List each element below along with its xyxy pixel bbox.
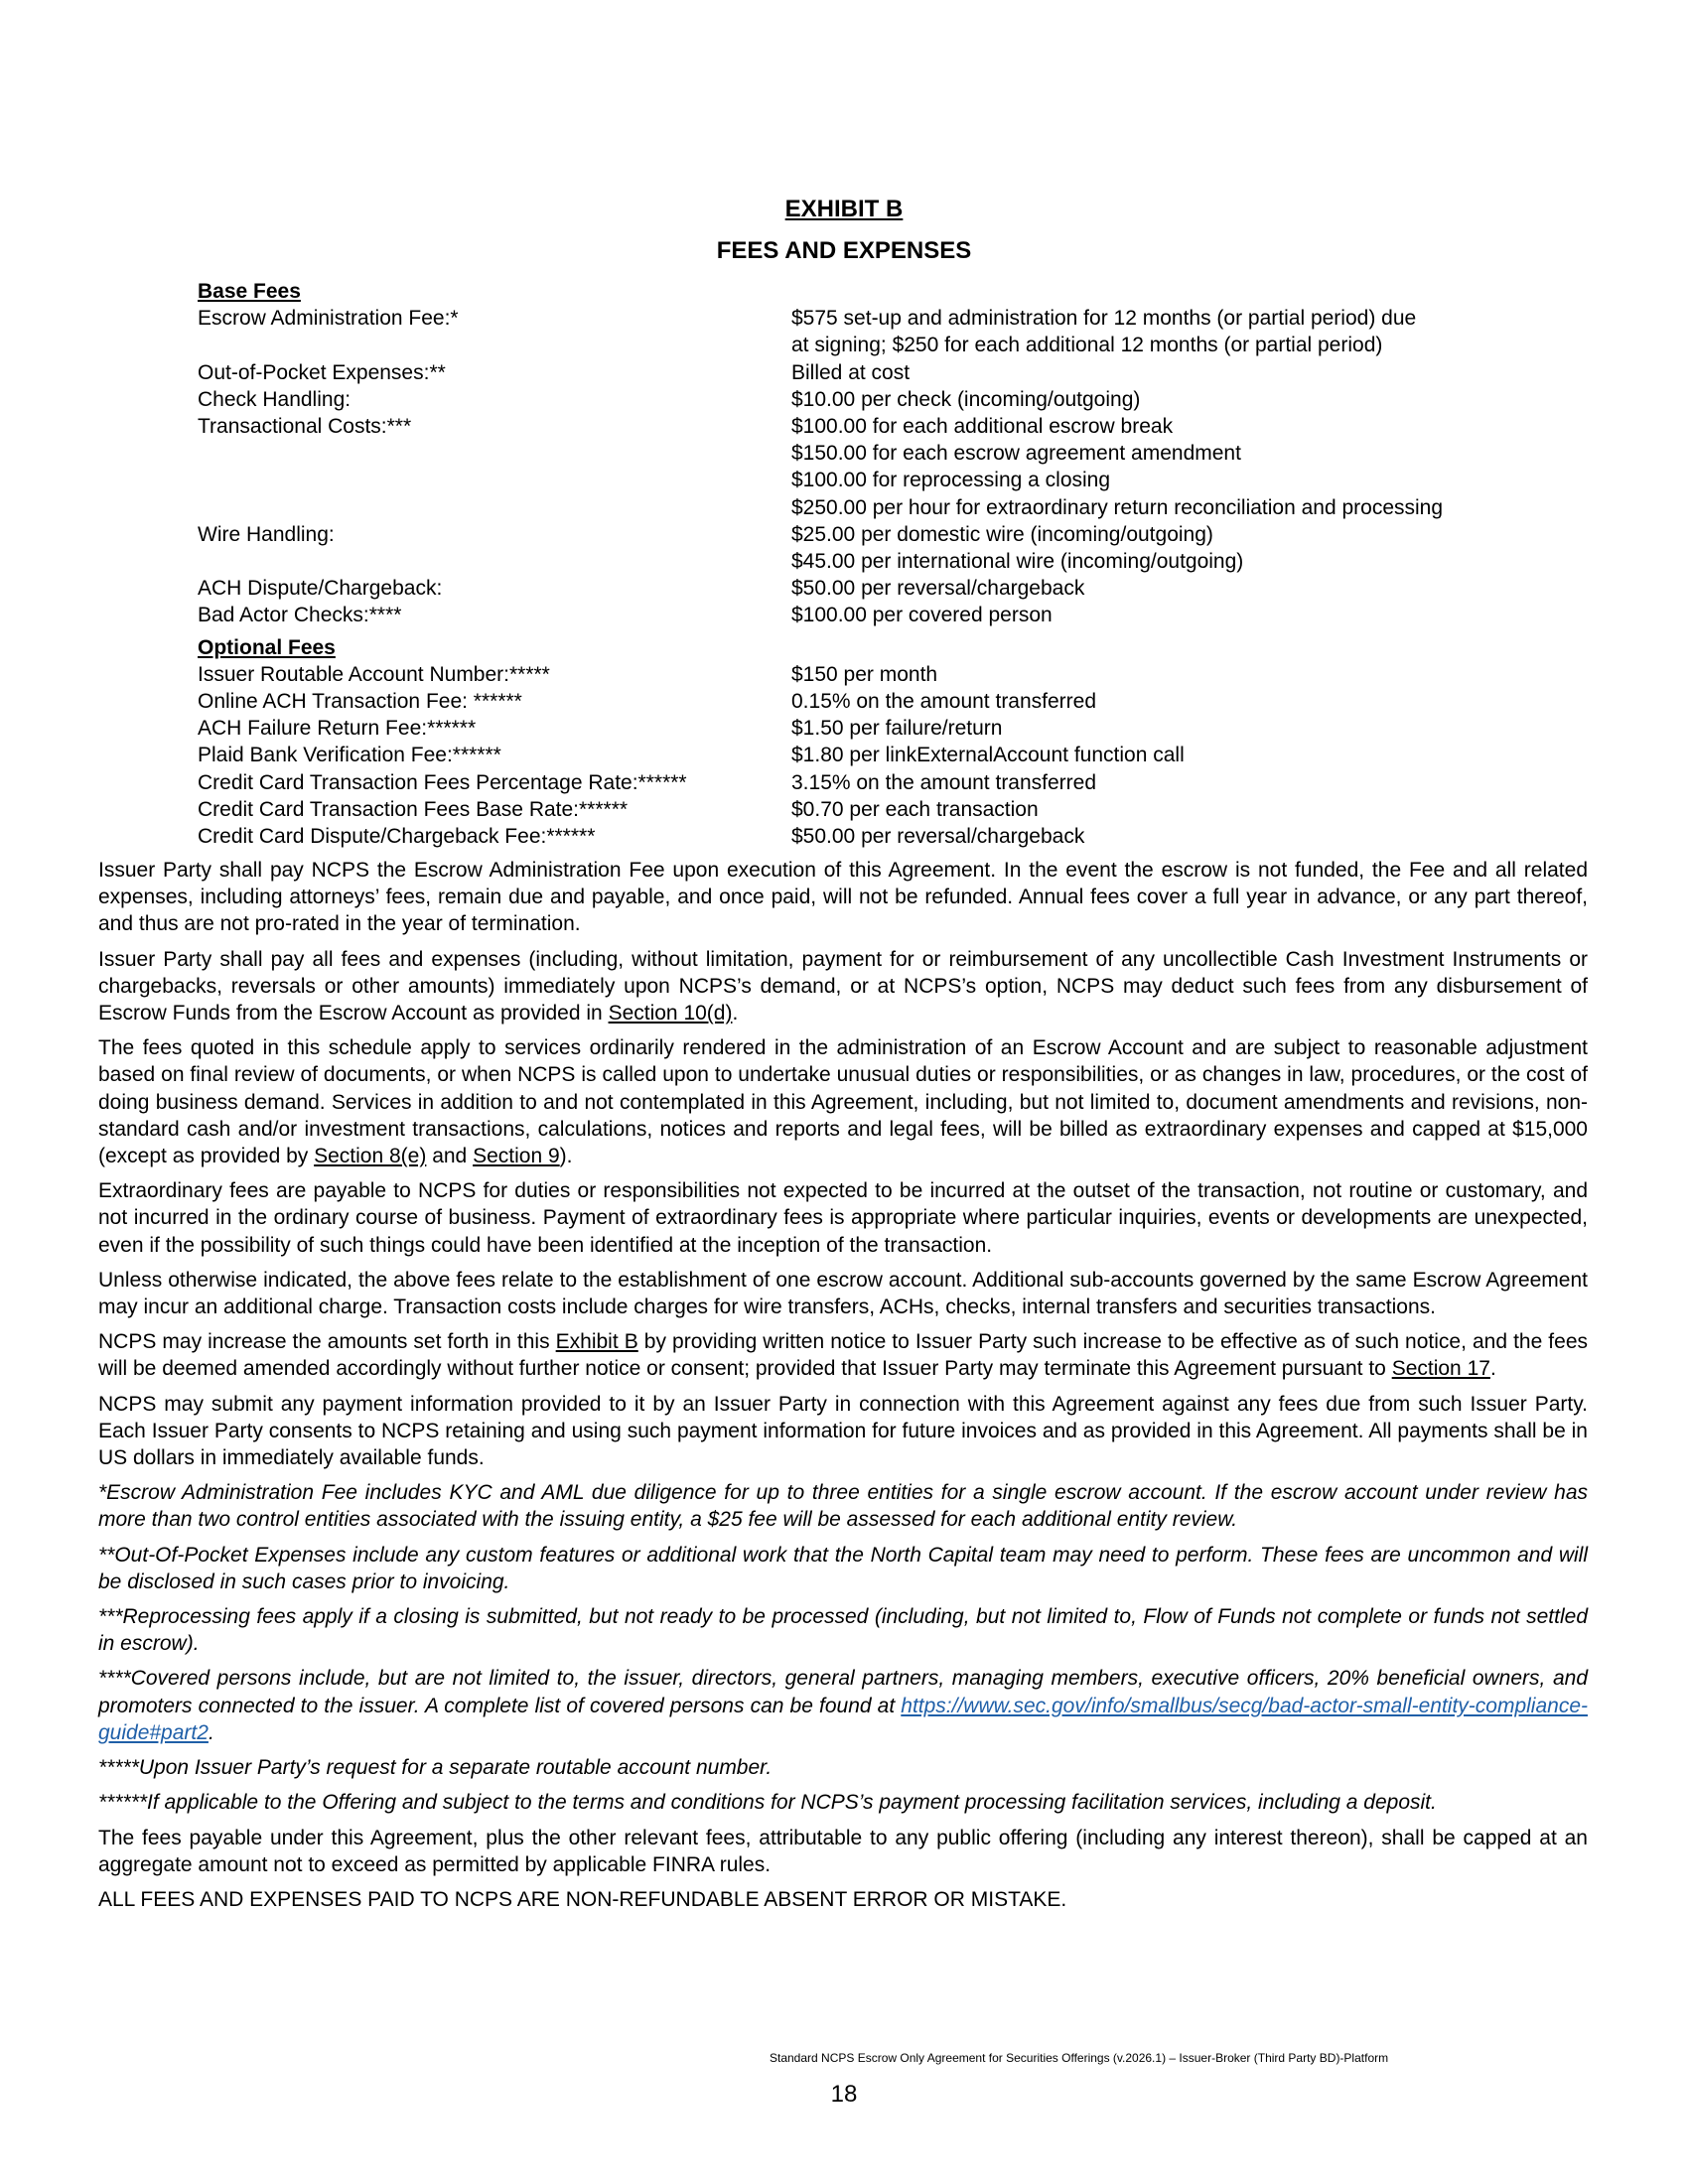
- fee-label: Out-of-Pocket Expenses:**: [198, 360, 446, 384]
- paragraph-text: and: [426, 1145, 474, 1168]
- terms-body: [98, 857, 1588, 1921]
- fee-values: [791, 305, 1548, 358]
- fee-value: $10.00 per check (incoming/outgoing): [791, 387, 1141, 411]
- fee-value: $150 per month: [791, 662, 938, 686]
- fee-value: at signing; $250 for each additional 12 months (or partial period): [791, 334, 1383, 357]
- paragraph-text: NCPS may increase the amounts set forth in this: [98, 1330, 556, 1354]
- fee-label: Wire Handling:: [198, 522, 335, 546]
- paragraph-text: Unless otherwise indicated, the above fees relate to the establishment of one escrow account. Additional sub-accounts governed by the same Escrow Agreement may incur an additional charge. Transaction costs include charges for wire transfers, ACHs, checks, internal transfers and securities transactions.: [98, 1268, 1588, 1319]
- footnote-text: *****Upon Issuer Party’s request for a separate routable account number.: [98, 1756, 773, 1780]
- fee-row: [198, 742, 1548, 768]
- base-fees-heading: Base Fees: [198, 280, 301, 303]
- page-title: FEES AND EXPENSES: [716, 237, 972, 264]
- paragraph: [98, 946, 1588, 1027]
- section-ref: Section 9: [473, 1145, 560, 1168]
- footnote-text: *Escrow Administration Fee includes KYC and AML due diligence for up to three entities for a single escrow account. If the escrow account under review has more than two control entities associated with the issuing entity, a $25 fee will be assessed for each additional entity review.: [98, 1481, 1588, 1532]
- fee-value: $100.00 per covered person: [791, 604, 1053, 627]
- fee-values: [791, 386, 1548, 413]
- sec-guide-link[interactable]: https://www.sec.gov/info/smallbus/secg/bad-actor-small-entity-compliance-guide#part2: [98, 1694, 1588, 1744]
- paragraph: [98, 1886, 1588, 1913]
- fee-row: [198, 769, 1548, 796]
- paragraph: [98, 1034, 1588, 1169]
- fee-values: [791, 521, 1548, 575]
- section-ref: Section 10(d): [608, 1002, 733, 1025]
- paragraph: [98, 1825, 1588, 1878]
- footnote: [98, 1754, 1588, 1781]
- fee-values: [791, 413, 1548, 521]
- fee-label: Transactional Costs:***: [198, 415, 412, 438]
- paragraph-text: Issuer Party shall pay all fees and expenses (including, without limitation, payment for or reimbursement of any uncollectible Cash Investment Instruments or chargebacks, reversals or other amounts) immediately upon NCPS’s demand, or at NCPS’s option, NCPS may deduct such fees from any disbursement of Escrow Funds from the Escrow Account as provided in: [98, 947, 1588, 1025]
- paragraph-text: NCPS may submit any payment information provided to it by an Issuer Party in connection with this Agreement against any fees due from such Issuer Party. Each Issuer Party consents to NCPS retaining and using such payment information for future invoices and as provided in this Agreement. All payments shall be in US dollars in immediately available funds.: [98, 1392, 1588, 1470]
- paragraph: [98, 1177, 1588, 1259]
- paragraph-text: The fees payable under this Agreement, plus the other relevant fees, attributable to any public offering (including any interest thereon), shall be capped at an aggregate amount not to exceed as permitted by applicable FINRA rules.: [98, 1826, 1588, 1876]
- fee-label: Credit Card Dispute/Chargeback Fee:******: [198, 825, 596, 849]
- fee-value: $1.50 per failure/return: [791, 717, 1003, 741]
- fee-value: $0.70 per each transaction: [791, 797, 1039, 821]
- footer-note: Standard NCPS Escrow Only Agreement for Securities Offerings (v.2026.1) – Issuer-Broker (Third Party BD)-Platform: [770, 2051, 1389, 2065]
- fee-label: Online ACH Transaction Fee: ******: [198, 690, 522, 714]
- footnote: [98, 1542, 1588, 1595]
- paragraph-text: Extraordinary fees are payable to NCPS for duties or responsibilities not expected to be incurred at the outset of the transaction, not routine or customary, and not incurred in the ordinary course of business. Payment of extraordinary fees is appropriate where particular inquiries, events or developments are unexpected, even if the possibility of such things could have been identified at the inception of the transaction.: [98, 1179, 1588, 1257]
- fee-values: [791, 575, 1548, 602]
- fee-value: $45.00 per international wire (incoming/outgoing): [791, 550, 1244, 574]
- section-ref: Exhibit B: [555, 1330, 638, 1354]
- fee-value: $50.00 per reversal/chargeback: [791, 577, 1085, 601]
- footnote-text: ****Covered persons include, but are not limited to, the issuer, directors, general partners, managing members, executive officers, 20% beneficial owners, and promoters connected to the issuer. A complete list of covered persons can be found at: [98, 1667, 1588, 1717]
- fee-schedule: [198, 278, 1548, 850]
- fee-row: [198, 521, 1548, 575]
- footnote: [98, 1603, 1588, 1657]
- fee-value: $100.00 for reprocessing a closing: [791, 469, 1111, 492]
- footnote-text: **Out-Of-Pocket Expenses include any custom features or additional work that the North Capital team may need to perform. These fees are uncommon and will be disclosed in such cases prior to invoicing.: [98, 1543, 1588, 1593]
- fee-values: [791, 359, 1548, 386]
- fee-label: Bad Actor Checks:****: [198, 604, 402, 627]
- fee-row: [198, 796, 1548, 823]
- fee-value: $150.00 for each escrow agreement amendment: [791, 442, 1241, 466]
- paragraph-text: ).: [559, 1145, 573, 1168]
- fee-values: [791, 602, 1548, 628]
- section-ref: Section 8(e): [314, 1145, 427, 1168]
- footnote: [98, 1789, 1588, 1816]
- section-ref: Section 17: [1391, 1357, 1490, 1381]
- footnote: [98, 1665, 1588, 1746]
- fee-row: [198, 715, 1548, 742]
- paragraph-text: .: [1489, 1357, 1496, 1381]
- fee-row: [198, 575, 1548, 602]
- fee-row: [198, 602, 1548, 628]
- fee-label: Issuer Routable Account Number:*****: [198, 662, 550, 686]
- paragraph-text: .: [732, 1002, 739, 1025]
- fee-row: [198, 823, 1548, 850]
- fee-value: $50.00 per reversal/chargeback: [791, 825, 1085, 849]
- fee-value: $100.00 for each additional escrow break: [791, 415, 1174, 438]
- fee-label: Credit Card Transaction Fees Base Rate:******: [198, 797, 629, 821]
- fee-value: $575 set-up and administration for 12 months (or partial period) due: [791, 307, 1417, 331]
- paragraph: [98, 1391, 1588, 1472]
- paragraph-text: Issuer Party shall pay NCPS the Escrow Administration Fee upon execution of this Agreement. In the event the escrow is not funded, the Fee and all related expenses, including attorneys’ fees, remain due and payable, and once paid, will not be refunded. Annual fees cover a full year in advance, or any part thereof, and thus are not pro-rated in the year of termination.: [98, 859, 1588, 936]
- exhibit-heading: EXHIBIT B: [784, 196, 904, 222]
- fee-value: $250.00 per hour for extraordinary return reconciliation and processing: [791, 495, 1444, 519]
- paragraph-text: by providing written notice to Issuer Party such increase to be effective as of such notice, and the fees will be deemed amended accordingly without further notice or consent; provided that Issuer Party may terminate this Agreement pursuant to: [98, 1330, 1589, 1381]
- fee-label: ACH Failure Return Fee:******: [198, 717, 477, 741]
- fee-row: [198, 688, 1548, 715]
- fee-label: Check Handling:: [198, 387, 352, 411]
- paragraph: [98, 1328, 1588, 1382]
- fee-value: 0.15% on the amount transferred: [791, 690, 1097, 714]
- fee-label: Escrow Administration Fee:*: [198, 307, 459, 331]
- fee-label: Plaid Bank Verification Fee:******: [198, 744, 501, 767]
- fee-value: $1.80 per linkExternalAccount function call: [791, 744, 1185, 767]
- fee-value: 3.15% on the amount transferred: [791, 770, 1097, 794]
- footnote-text: .: [208, 1720, 214, 1744]
- base-fees-list: [198, 305, 1548, 628]
- fee-row: [198, 359, 1548, 386]
- paragraph-text: The fees quoted in this schedule apply to services ordinarily rendered in the administration of an Escrow Account and are subject to reasonable adjustment based on final review of documents, or when NCPS is called upon to undertake unusual duties or responsibilities, or as changes in law, procedures, or the cost of doing business demand. Services in addition to and not contemplated in this Agreement, including, but not limited to, document amendments and revisions, non-standard cash and/or investment transactions, calculations, notices and reports and legal fees, will be billed as extraordinary expenses and capped at $15,000 (except as provided by: [98, 1036, 1588, 1168]
- paragraph: [98, 857, 1588, 938]
- fee-row: [198, 386, 1548, 413]
- fee-row: [198, 413, 1548, 521]
- fee-value: Billed at cost: [791, 360, 911, 384]
- paragraph: [98, 1267, 1588, 1320]
- optional-fees-list: [198, 661, 1548, 850]
- optional-fees-heading: Optional Fees: [198, 635, 336, 659]
- fee-value: $25.00 per domestic wire (incoming/outgoing): [791, 522, 1213, 546]
- fee-row: [198, 305, 1548, 358]
- footnote: [98, 1479, 1588, 1533]
- fee-row: [198, 661, 1548, 688]
- page-number: 18: [830, 2081, 858, 2108]
- paragraph-text: ALL FEES AND EXPENSES PAID TO NCPS ARE NON-REFUNDABLE ABSENT ERROR OR MISTAKE.: [98, 1887, 1067, 1911]
- footnote-text: ******If applicable to the Offering and subject to the terms and conditions for NCPS’s payment processing facilitation services, including a deposit.: [98, 1791, 1437, 1815]
- footnote-text: ***Reprocessing fees apply if a closing is submitted, but not ready to be processed (including, but not limited to, Flow of Funds not complete or funds not settled in escrow).: [98, 1605, 1588, 1656]
- fee-label: ACH Dispute/Chargeback:: [198, 577, 443, 601]
- fee-label: Credit Card Transaction Fees Percentage Rate:******: [198, 770, 687, 794]
